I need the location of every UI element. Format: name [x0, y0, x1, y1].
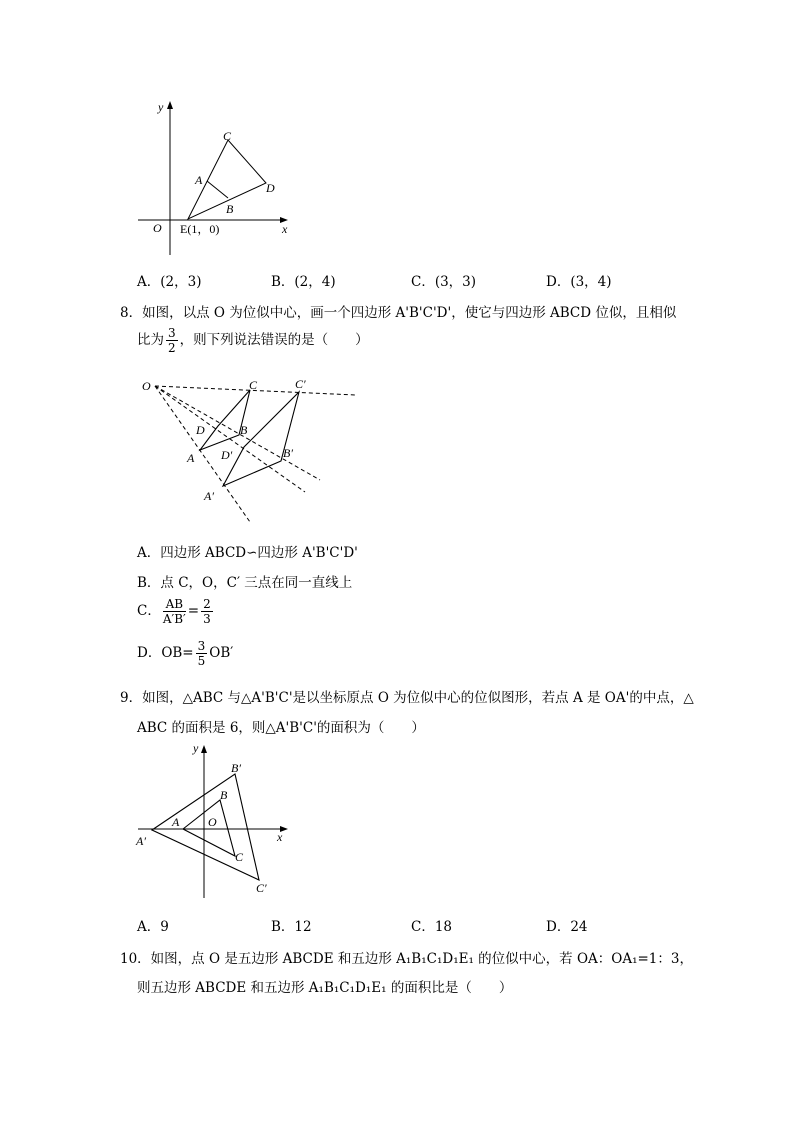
- q8-option-c-rhs-den: 3: [203, 612, 211, 626]
- label-A-prime: A′: [136, 834, 146, 848]
- y-axis-arrow: [167, 101, 173, 109]
- q7-option-c: C．(3，3): [411, 274, 477, 290]
- q8-stem-line2: [137, 327, 369, 354]
- label-D: D: [266, 181, 275, 195]
- label-x: x: [282, 222, 288, 236]
- segment-AB: [207, 181, 228, 198]
- q8-option-c-num: AB: [163, 598, 186, 612]
- q8-option-d-post: OB′: [209, 645, 234, 661]
- q7-option-d: D．(3，4): [546, 274, 612, 290]
- q8-option-c-den: A′B′: [162, 612, 186, 626]
- q8-option-c-rhs-num: 2: [203, 597, 211, 611]
- q9-option-d: D．24: [546, 919, 588, 935]
- quad-A2B2C2D2: [223, 392, 299, 486]
- q8-option-d: [137, 640, 233, 667]
- label-C: C: [235, 850, 244, 864]
- q9-option-c: C．18: [411, 919, 453, 935]
- figure-q7: [130, 95, 310, 265]
- q8-option-c-eq: =: [187, 603, 200, 619]
- label-D: D: [196, 423, 205, 437]
- label-B-prime: B′: [231, 761, 241, 775]
- triangle-A2B2C2: [152, 774, 259, 880]
- label-C: C: [223, 129, 232, 143]
- label-A: A: [187, 451, 195, 465]
- quad-ABCD: [200, 390, 250, 450]
- label-C: C: [249, 378, 258, 392]
- q8-ratio-den: 2: [168, 341, 176, 355]
- label-B: B: [226, 202, 234, 216]
- q7-option-a: A．(2，3): [137, 274, 202, 290]
- label-E: E(1，0): [180, 222, 220, 236]
- q8-option-c-pre: C．: [137, 603, 161, 619]
- label-A: A: [172, 815, 180, 829]
- q8-ratio-fraction: [166, 327, 178, 354]
- q8-option-d-fraction: [196, 640, 208, 667]
- label-C-prime: C′: [295, 377, 306, 391]
- q9-option-a: A．9: [137, 919, 169, 935]
- label-B: B: [240, 423, 248, 437]
- y-axis-arrow: [201, 745, 207, 753]
- label-A-prime: A′: [204, 489, 214, 503]
- q8-stem-line1: 8．如图，以点 O 为位似中心，画一个四边形 A'B'C'D'，使它与四边形 ABCD 位似，且相似: [120, 305, 677, 321]
- q8-ratio-num: 3: [168, 326, 176, 340]
- q7-option-b: B．(2，4): [271, 274, 336, 290]
- label-C-prime: C′: [256, 881, 267, 895]
- q8-option-d-pre: D．OB=: [137, 645, 194, 661]
- q8-line2-post: ，则下列说法错误的是（ ）: [179, 332, 369, 348]
- label-B: B: [220, 788, 228, 802]
- q10-stem-line1: 10．如图，点 O 是五边形 ABCDE 和五边形 A₁B₁C₁D₁E₁ 的位似中心，若 OA：OA₁=1：3，: [120, 951, 693, 967]
- label-O: O: [153, 221, 162, 235]
- q9-stem-line2: ABC 的面积是 6，则△A'B'C'的面积为（ ）: [137, 720, 425, 736]
- label-A: A: [195, 173, 203, 187]
- label-x: x: [277, 830, 283, 844]
- label-y: y: [158, 100, 164, 114]
- q9-option-b: B．12: [271, 919, 312, 935]
- q8-option-d-den: 5: [197, 654, 206, 668]
- q8-option-c-fraction: [163, 598, 186, 625]
- q8-option-c: [137, 598, 215, 625]
- q8-line2-pre: 比为: [137, 332, 164, 348]
- label-B-prime: B′: [283, 446, 293, 460]
- q9-stem-line1: 9．如图，△ABC 与△A'B'C'是以坐标原点 O 为位似中心的位似图形，若点 A 是 OA'的中点，△: [120, 690, 694, 706]
- q8-option-c-rhs: [201, 598, 213, 625]
- q10-stem-line2: 则五边形 ABCDE 和五边形 A₁B₁C₁D₁E₁ 的面积比是（ ）: [137, 980, 513, 996]
- label-D-prime: D′: [221, 448, 233, 462]
- q8-option-d-num: 3: [197, 639, 206, 653]
- label-O: O: [142, 379, 151, 393]
- figure-q9: [133, 738, 298, 903]
- figure-q8: [135, 370, 365, 530]
- label-O: O: [208, 815, 217, 829]
- q8-option-a: A．四边形 ABCD∽四边形 A'B'C'D': [137, 545, 358, 561]
- q8-option-b: B．点 C，O，C′ 三点在同一直线上: [137, 575, 353, 591]
- label-y: y: [193, 741, 199, 755]
